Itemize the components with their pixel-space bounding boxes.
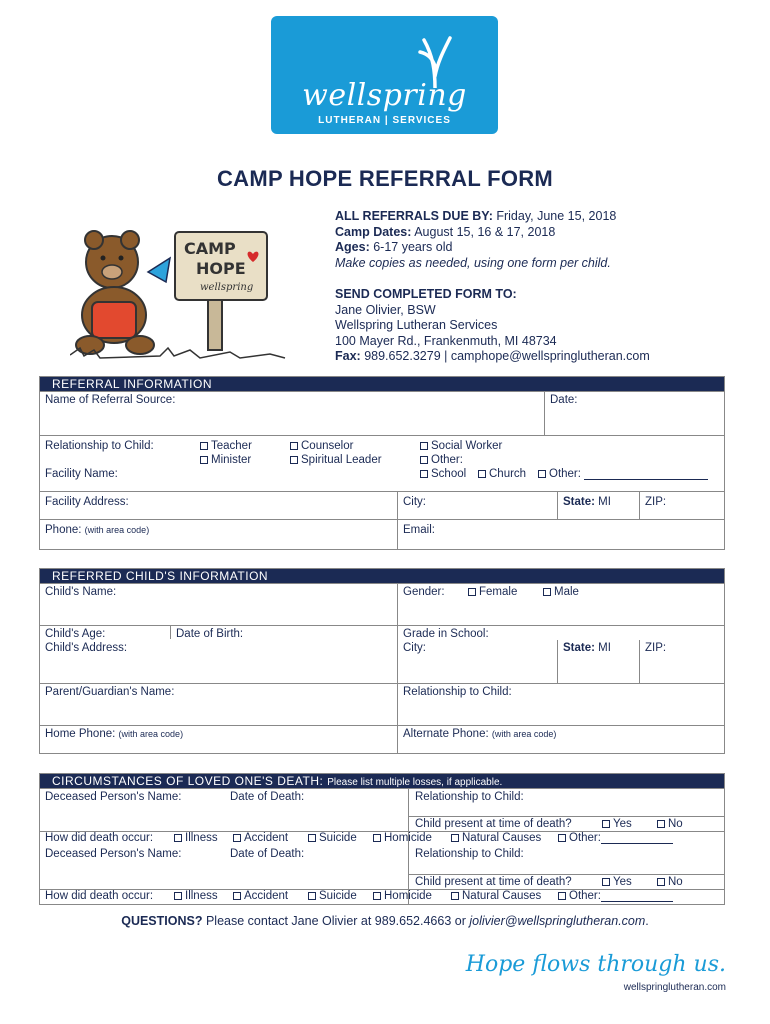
child-name-field[interactable]: Child's Name:	[45, 586, 117, 598]
ages-value: 6-17 years old	[373, 240, 453, 254]
contact-name: Jane Olivier, BSW	[335, 302, 436, 317]
website-url[interactable]: wellspringlutheran.com	[623, 982, 726, 993]
accident-checkbox-2[interactable]: Accident	[233, 890, 288, 902]
child-age-row	[40, 625, 724, 683]
referral-section	[39, 376, 725, 550]
male-checkbox[interactable]: Male	[543, 586, 579, 598]
grade-field[interactable]: Grade in School:	[403, 628, 489, 640]
minister-checkbox[interactable]: Minister	[200, 454, 251, 466]
deceased-name-field-2[interactable]: Deceased Person's Name:	[45, 848, 182, 860]
contact-address: 100 Mayer Rd., Frankenmuth, MI 48734	[335, 333, 557, 348]
how-death-label-2: How did death occur:	[45, 890, 154, 902]
sign-camp: CAMP	[184, 239, 236, 258]
child-state-field[interactable]: State: MI	[563, 642, 611, 654]
home-phone-field[interactable]: Home Phone: (with area code)	[45, 728, 184, 740]
facility-address-field[interactable]: Facility Address:	[45, 496, 129, 508]
city-field[interactable]: City:	[403, 496, 426, 508]
copies-note: Make copies as needed, using one form per child.	[335, 255, 611, 270]
circumstances-header: CIRCUMSTANCES OF LOVED ONE'S DEATH: Please list multiple losses, if applicable.	[40, 774, 724, 788]
wellspring-logo	[271, 16, 498, 134]
dob-field[interactable]: Date of Birth:	[176, 628, 244, 640]
homicide-checkbox-2[interactable]: Homicide	[373, 890, 432, 902]
deceased-row-1	[40, 788, 724, 816]
female-checkbox[interactable]: Female	[468, 586, 517, 598]
alternate-phone-field[interactable]: Alternate Phone: (with area code)	[403, 728, 557, 740]
deceased-relationship-field-2[interactable]: Relationship to Child:	[415, 848, 524, 860]
camp-info	[335, 209, 650, 365]
sign-brand: wellspring	[200, 282, 254, 293]
guardian-name-field[interactable]: Parent/Guardian's Name:	[45, 686, 175, 698]
camp-hope-bear-illustration	[70, 220, 290, 360]
questions-line: QUESTIONS? Please contact Jane Olivier at 989.652.4663 or jolivier@wellspringlutheran.com.	[121, 914, 649, 928]
send-label: SEND COMPLETED FORM TO:	[335, 287, 517, 301]
date-of-death-field-2[interactable]: Date of Death:	[230, 848, 305, 860]
child-name-row	[40, 583, 724, 625]
accident-checkbox-1[interactable]: Accident	[233, 832, 288, 844]
present-label-2: Child present at time of death?	[415, 876, 572, 888]
facility-name-field[interactable]: Facility Name:	[45, 468, 118, 480]
questions-text: Please contact Jane Olivier at 989.652.4663 or	[205, 914, 466, 928]
referral-source-row	[40, 391, 724, 435]
suicide-checkbox-2[interactable]: Suicide	[308, 890, 357, 902]
suicide-checkbox-1[interactable]: Suicide	[308, 832, 357, 844]
present-yes-checkbox-1[interactable]: Yes	[602, 818, 632, 830]
page-title: CAMP HOPE REFERRAL FORM	[216, 166, 554, 191]
child-phone-row	[40, 725, 724, 753]
referral-header: REFERRAL INFORMATION	[40, 377, 724, 391]
circumstances-section	[39, 773, 725, 905]
fax-label: Fax:	[335, 349, 361, 363]
email-field[interactable]: Email:	[403, 524, 435, 536]
zip-field[interactable]: ZIP:	[645, 496, 667, 508]
present-label-1: Child present at time of death?	[415, 818, 572, 830]
natural-causes-checkbox-1[interactable]: Natural Causes	[451, 832, 541, 844]
present-row-2	[40, 874, 724, 904]
homicide-checkbox-1[interactable]: Homicide	[373, 832, 432, 844]
contact-org: Wellspring Lutheran Services	[335, 318, 498, 332]
child-section	[39, 568, 725, 754]
relationship-row	[40, 435, 724, 491]
referral-date-field[interactable]: Date:	[550, 394, 578, 406]
school-checkbox[interactable]: School	[420, 468, 466, 480]
due-label: ALL REFERRALS DUE BY:	[335, 209, 493, 223]
phone-field[interactable]: Phone: (with area code)	[45, 524, 150, 536]
deceased-name-field-1[interactable]: Deceased Person's Name:	[45, 791, 182, 803]
gender-label: Gender:	[403, 586, 445, 598]
teacher-checkbox[interactable]: Teacher	[200, 440, 252, 452]
present-no-checkbox-1[interactable]: No	[657, 818, 683, 830]
present-yes-checkbox-2[interactable]: Yes	[602, 876, 632, 888]
due-value: Friday, June 15, 2018	[496, 209, 617, 223]
natural-causes-checkbox-2[interactable]: Natural Causes	[451, 890, 541, 902]
phone-row	[40, 519, 724, 549]
child-header: REFERRED CHILD'S INFORMATION	[40, 569, 724, 583]
deceased-row-2	[40, 846, 724, 874]
tagline: Hope flows through us.	[465, 952, 726, 977]
present-no-checkbox-2[interactable]: No	[657, 876, 683, 888]
illness-checkbox-2[interactable]: Illness	[174, 890, 218, 902]
social-worker-checkbox[interactable]: Social Worker	[420, 440, 502, 452]
guardian-relationship-field[interactable]: Relationship to Child:	[403, 686, 512, 698]
child-city-field[interactable]: City:	[403, 642, 426, 654]
spiritual-leader-checkbox[interactable]: Spiritual Leader	[290, 454, 382, 466]
illness-checkbox-1[interactable]: Illness	[174, 832, 218, 844]
contact-email-link[interactable]: jolivier@wellspringlutheran.com	[469, 914, 646, 928]
questions-label: QUESTIONS?	[121, 914, 203, 928]
state-field[interactable]: State: MI	[563, 496, 611, 508]
date-of-death-field-1[interactable]: Date of Death:	[230, 791, 305, 803]
child-address-field[interactable]: Child's Address:	[45, 642, 128, 654]
how-death-label-1: How did death occur:	[45, 832, 154, 844]
ages-label: Ages:	[335, 240, 370, 254]
paper-bird-icon	[148, 258, 170, 282]
facility-address-row	[40, 491, 724, 519]
guardian-row	[40, 683, 724, 725]
present-row-1	[40, 816, 724, 846]
dates-label: Camp Dates:	[335, 224, 412, 239]
logo-wordmark: wellspring	[302, 78, 467, 113]
logo-subtitle: LUTHERAN | SERVICES	[318, 115, 451, 126]
deceased-relationship-field-1[interactable]: Relationship to Child:	[415, 791, 524, 803]
dates-value: August 15, 16 & 17, 2018	[414, 224, 556, 239]
sign-hope: HOPE	[196, 259, 246, 278]
counselor-checkbox[interactable]: Counselor	[290, 440, 353, 452]
child-zip-field[interactable]: ZIP:	[645, 642, 667, 654]
other-relationship-checkbox[interactable]: Other:	[420, 454, 463, 466]
referral-source-field[interactable]: Name of Referral Source:	[45, 394, 176, 406]
other-cause-checkbox-2[interactable]: Other:	[558, 890, 673, 902]
child-age-field[interactable]: Child's Age:	[45, 628, 106, 640]
other-cause-checkbox-1[interactable]: Other:	[558, 832, 673, 844]
relationship-label: Relationship to Child:	[45, 440, 154, 452]
fax-value: 989.652.3279 | camphope@wellspringlutheran.com	[364, 349, 650, 363]
other-facility-checkbox[interactable]: Other:	[538, 468, 708, 480]
church-checkbox[interactable]: Church	[478, 468, 526, 480]
